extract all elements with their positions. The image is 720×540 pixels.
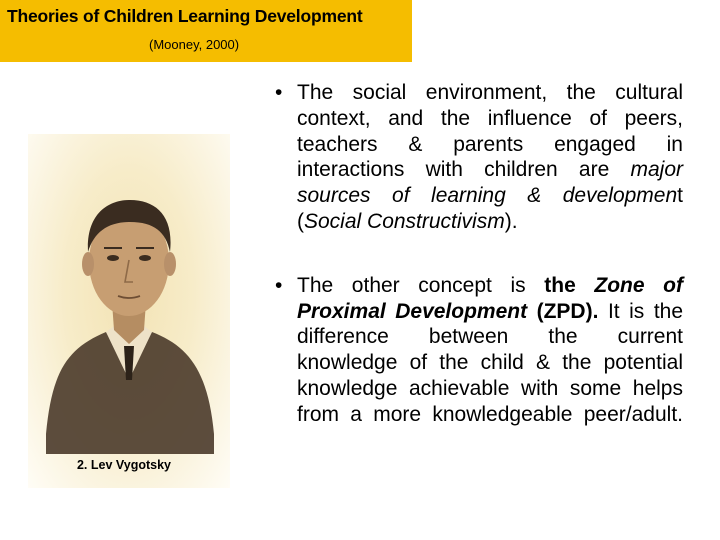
bullet-strong-emphasis: Zone of Proximal Development — [297, 273, 683, 323]
portrait-frame — [28, 134, 230, 488]
bullet-text: t ( — [297, 184, 683, 233]
slide-subtitle: (Mooney, 2000) — [149, 37, 240, 52]
bullet-strong: (ZPD). — [527, 299, 599, 323]
bullet-emphasis: major sources of learning & developmen — [297, 158, 683, 208]
bullet-social-constructivism — [275, 80, 683, 235]
bullet-text: The social environment, the cultural context, and the influence of peers, teachers & parents engaged in interactions with children are — [297, 81, 683, 182]
portrait-caption: 2. Lev Vygotsky — [76, 458, 172, 472]
bullet-text: ). — [504, 209, 518, 233]
portrait-photo — [28, 134, 230, 488]
bullet-text: The other concept is — [297, 273, 545, 297]
bullet-marker: • — [275, 81, 283, 104]
bullet-list — [275, 80, 683, 428]
slide-title: Theories of Children Learning Development — [7, 6, 363, 26]
bullet-marker: • — [275, 273, 283, 297]
bullet-strong: the — [544, 273, 595, 297]
bullet-emphasis: Social Constructivism — [304, 209, 505, 233]
bullet-zpd — [275, 273, 683, 428]
bullet-text: It is the difference between the current knowledge of the child & the potential knowledge achievable with some helps from a more knowledgeable peer/adult. — [297, 299, 684, 426]
title-banner — [0, 0, 412, 62]
